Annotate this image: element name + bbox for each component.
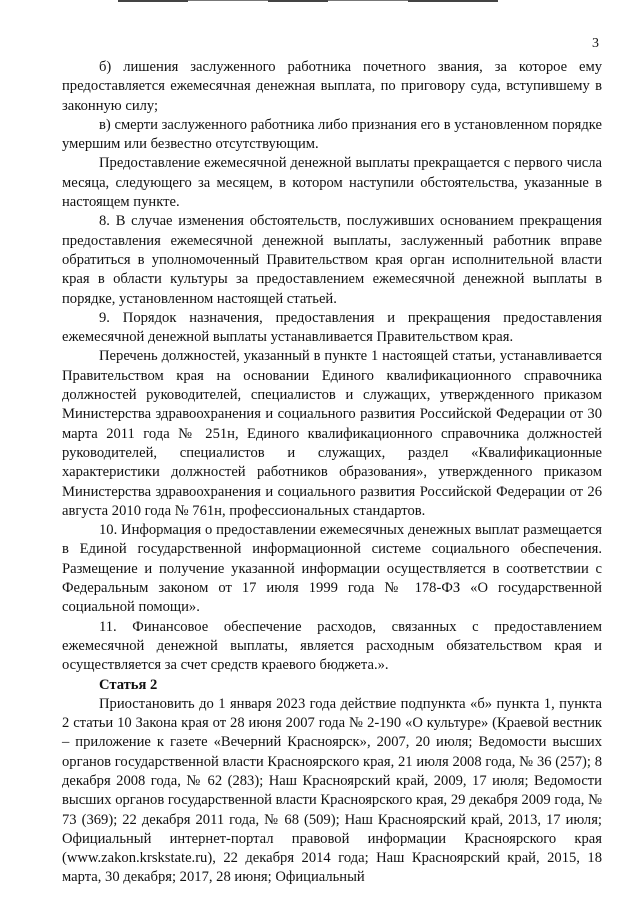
paragraph-b: б) лишения заслуженного работника почетного звания, за которое ему предоставляется ежемесячная денежная выплата, по приговору суда, вступившему в законную силу;	[62, 59, 602, 114]
rule-segment	[268, 0, 328, 2]
paragraph-10: 10. Информация о предоставлении ежемесячных денежных выплат размещается в Единой государственной информационной системе социального обеспечения. Размещение и получение указанной информации осуществляется в соответствии с Федеральным законом от 17 июля 1999 года № 178-ФЗ «О государственной социальной помощи».	[62, 522, 602, 616]
paragraph-v: в) смерти заслуженного работника либо признания его в установленном порядке умершим или безвестно отсутствующим.	[62, 116, 602, 153]
paragraph-9: 9. Порядок назначения, предоставления и прекращения предоставления ежемесячной денежной выплаты устанавливается Правительством края.	[62, 309, 602, 346]
top-scan-rule	[118, 0, 498, 5]
rule-segment	[118, 0, 188, 2]
page-number: 3	[592, 36, 599, 51]
paragraph-11: 11. Финансовое обеспечение расходов, связанных с предоставлением ежемесячной денежной выплаты, является расходным обязательством края и осуществляется за счет средств краевого бюджета.».	[62, 618, 602, 674]
paragraph-positions-list: Перечень должностей, указанный в пункте 1 настоящей статьи, устанавливается Правительством края на основании Единого квалификационного справочника должностей руководителей, специалистов и служащих, утвержденного приказом Министерства здравоохранения и социального развития Российской Федерации от 30 марта 2011 года № 251н, Единого квалификационного справочника должностей руководителей, специалистов и служащих, раздел «Квалификационные характеристики должностей работников образования», утвержденного приказом Министерства здравоохранения и социального развития Российской Федерации от 26 августа 2010 года № 761н, профессиональных стандартов.	[62, 348, 602, 519]
paragraph-termination: Предоставление ежемесячной денежной выплаты прекращается с первого числа месяца, следующего за месяцем, в котором наступили обстоятельства, указанные в настоящем пункте.	[62, 155, 602, 211]
article-2-paragraph: Приостановить до 1 января 2023 года действие подпункта «б» пункта 1, пункта 2 статьи 10 Закона края от 28 июня 2007 года № 2-190 «О культуре» (Краевой вестник – приложение к газете «Вечерний Красноярск», 2007, 20 июля; Ведомости высших органов государственной власти Красноярского края, 21 июля 2008 года, № 36 (257); 8 декабря 2008 года, № 62 (283); Наш Красноярский край, 2009, 17 июля; Ведомости высших органов государственной власти Красноярского края, 29 декабря 2009 года, № 73 (369); 22 декабря 2011 года, № 68 (509); Наш Красноярский край, 2013, 17 июля; Официальный интернет-портал правовой информации Красноярского края (www.zakon.krskstate.ru), 22 декабря 2014 года; Наш Красноярский край, 2015, 18 марта, 30 декабря; 2017, 28 июня; Официальный	[62, 695, 602, 886]
rule-segment	[408, 0, 498, 2]
article-2-heading: Статья 2	[99, 676, 158, 693]
paragraph-8: 8. В случае изменения обстоятельств, послуживших основанием прекращения предоставления ежемесячной денежной выплаты, заслуженный работник вправе обратиться в уполномоченный Правительством края орган исполнительной власти края в области культуры за предоставлением ежемесячной денежной выплаты в порядке, установленном настоящей статьей.	[62, 213, 602, 307]
document-body	[62, 58, 602, 888]
